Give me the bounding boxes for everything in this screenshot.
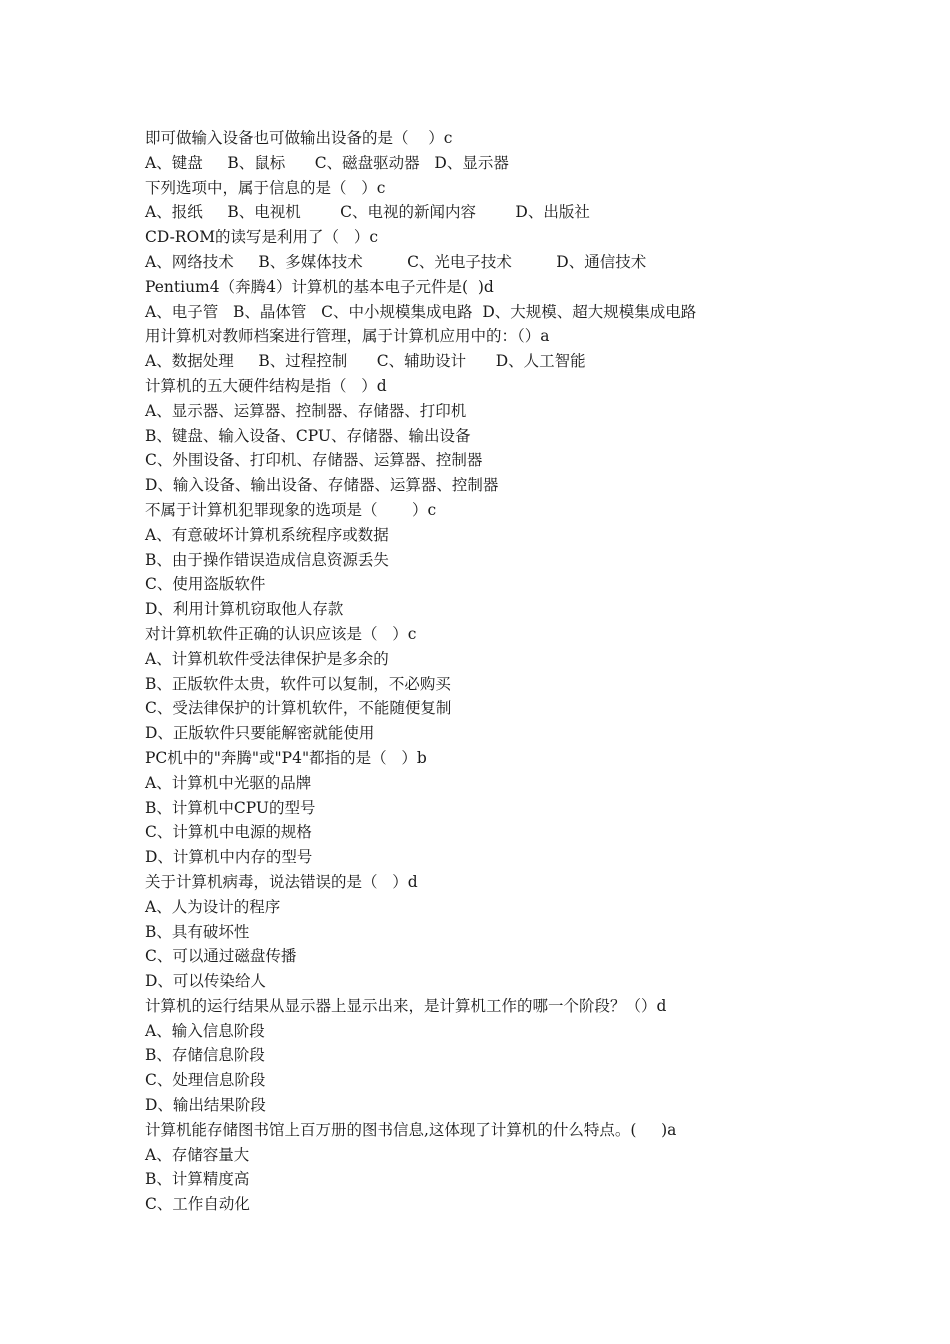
text-line: A、存储容量大 [145, 1145, 250, 1164]
text-line: 不属于计算机犯罪现象的选项是（ ）c [145, 500, 437, 519]
text-line: 下列选项中，属于信息的是（ ）c [145, 178, 386, 197]
text-line: D、利用计算机窃取他人存款 [145, 600, 344, 619]
text-line: A、输入信息阶段 [145, 1021, 265, 1040]
document-body [145, 126, 865, 1217]
text-line: A、报纸 B、电视机 C、电视的新闻内容 D、出版社 [145, 203, 590, 222]
text-line: C、处理信息阶段 [145, 1071, 266, 1090]
text-line: C、使用盗版软件 [145, 575, 266, 594]
text-line: C、工作自动化 [145, 1195, 250, 1214]
text-line: B、存储信息阶段 [145, 1046, 265, 1065]
text-line: A、网络技术 B、多媒体技术 C、光电子技术 D、通信技术 [145, 252, 647, 271]
text-line: C、可以通过磁盘传播 [145, 947, 297, 966]
text-line: C、计算机中电源的规格 [145, 823, 312, 842]
text-line: 计算机的运行结果从显示器上显示出来，是计算机工作的哪一个阶段？（）d [145, 996, 667, 1015]
text-line: A、电子管 B、晶体管 C、中小规模集成电路 D、大规模、超大规模集成电路 [145, 302, 697, 321]
text-line: B、由于操作错误造成信息资源丢失 [145, 550, 389, 569]
text-line: D、可以传染给人 [145, 972, 266, 991]
text-line: 即可做输入设备也可做输出设备的是（ ）c [145, 129, 453, 147]
text-line: C、受法律保护的计算机软件，不能随便复制 [145, 699, 452, 718]
text-line: A、人为设计的程序 [145, 897, 281, 916]
text-line: A、显示器、运算器、控制器、存储器、打印机 [145, 401, 467, 420]
text-line: D、输入设备、输出设备、存储器、运算器、控制器 [145, 476, 499, 495]
text-line: D、计算机中内存的型号 [145, 848, 313, 867]
text-line: CD-ROM的读写是利用了（ ）c [145, 228, 379, 247]
text-line: 计算机能存储图书馆上百万册的图书信息,这体现了计算机的什么特点。( )a [145, 1120, 677, 1139]
text-line: A、计算机中光驱的品牌 [145, 773, 312, 792]
text-line: PC机中的"奔腾"或"P4"都指的是（ ）b [145, 748, 427, 767]
text-line: Pentium4（奔腾4）计算机的基本电子元件是( )d [145, 277, 494, 296]
text-line: 用计算机对教师档案进行管理，属于计算机应用中的：（）a [145, 327, 550, 346]
text-line: D、输出结果阶段 [145, 1096, 266, 1115]
text-line: C、外围设备、打印机、存储器、运算器、控制器 [145, 451, 483, 470]
text-line: A、键盘 B、鼠标 C、磁盘驱动器 D、显示器 [145, 153, 509, 172]
text-line: B、计算精度高 [145, 1170, 250, 1189]
text-line: A、数据处理 B、过程控制 C、辅助设计 D、人工智能 [145, 352, 586, 371]
text-line: A、有意破坏计算机系统程序或数据 [145, 525, 389, 544]
text-line: B、计算机中CPU的型号 [145, 798, 316, 817]
text-line: A、计算机软件受法律保护是多余的 [145, 649, 389, 668]
text-line: B、具有破坏性 [145, 922, 250, 941]
text-line: B、键盘、输入设备、CPU、存储器、输出设备 [145, 426, 471, 445]
text-line: B、正版软件太贵，软件可以复制，不必购买 [145, 674, 451, 693]
text-line: D、正版软件只要能解密就能使用 [145, 724, 375, 743]
text-line: 计算机的五大硬件结构是指（ ）d [145, 376, 387, 395]
text-line: 对计算机软件正确的认识应该是（ ）c [145, 624, 417, 643]
text-line: 关于计算机病毒，说法错误的是（ ）d [145, 872, 418, 891]
